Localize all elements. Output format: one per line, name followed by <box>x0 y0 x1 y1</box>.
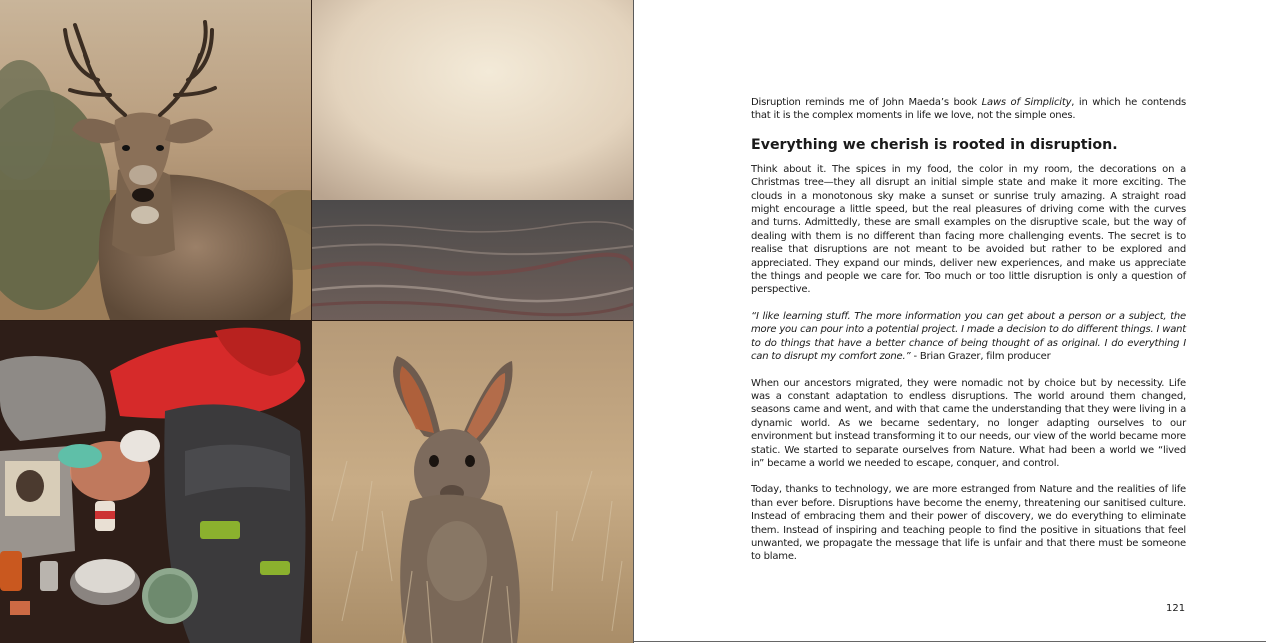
quote-text: “I like learning stuff. The more information you can get about a person or a subject, the more you can pour into a potential project. I made a decision to do different things. I want to do things that have a better chance of being thought of as original. I do everything I can to disrupt my comfort zone.” <box>751 310 1186 363</box>
body-paragraph-2: When our ancestors migrated, they were nomadic not by choice but by necessity. Life was a constant adaptation to endless disruptions. The world around them changed, seasons came and went, and with that came the understanding that they were living in a dynamic world. As we became sedentary, no longer adapting ourselves to our environment but instead transforming it to our needs, our view of the world became more static. We started to separate ourselves from Nature. What had been a world we “lived in” became a world we needed to escape, conquer, and control. <box>751 377 1186 469</box>
right-page <box>634 0 1266 643</box>
quote-attribution: - Brian Grazer, film producer <box>910 351 1051 363</box>
book-title: Laws of Simplicity <box>981 97 1072 108</box>
bottom-rule <box>634 641 1266 642</box>
quote-block <box>751 310 1186 364</box>
body-paragraph-1: Think about it. The spices in my food, the color in my room, the decorations on a Christmas tree—they all disrupt an initial simple state and make it more exciting. The clouds in a monotonous sky make a sunset or sunrise truly amazing. A straight road might encourage a little speed, but the real pleasures of driving come with the curves and turns. Admittedly, these are small examples on the disruptive scale, but the way of dealing with them is no different than facing more challenging events. The secret is to realise that disruptions are not meant to be avoided but rather to be explored and appreciated. They expand our minds, deliver new experiences, and make us appreciate the things and people we care for. Too much or too little disruption is only a question of perspective. <box>751 163 1186 296</box>
intro-text-start: Disruption reminds me of John Maeda’s book <box>751 97 982 108</box>
text-column <box>751 96 1186 577</box>
section-heading: Everything we cherish is rooted in disruption. <box>751 136 1118 153</box>
sea-photo <box>312 0 633 320</box>
body-paragraph-3: Today, thanks to technology, we are more estranged from Nature and the realities of life than ever before. Disruptions have become the enemy, threatening our sanitised culture. Instead of embracing them and their power of discovery, we do everything to eliminate them. Instead of inspiring and teaching people to find the positive in situations that feel unwanted, we propagate the message that life is unfair and that there must be someone to blame. <box>751 484 1186 563</box>
camping-gear-photo <box>0 321 311 643</box>
deer-photo <box>0 0 311 320</box>
jackrabbit-photo <box>312 321 633 643</box>
page-number: 121 <box>1166 603 1186 614</box>
intro-paragraph <box>751 96 1186 123</box>
intro-text-end: , in which he contends that it is the complex moments in life we love, not the simple ones. <box>751 97 1186 122</box>
